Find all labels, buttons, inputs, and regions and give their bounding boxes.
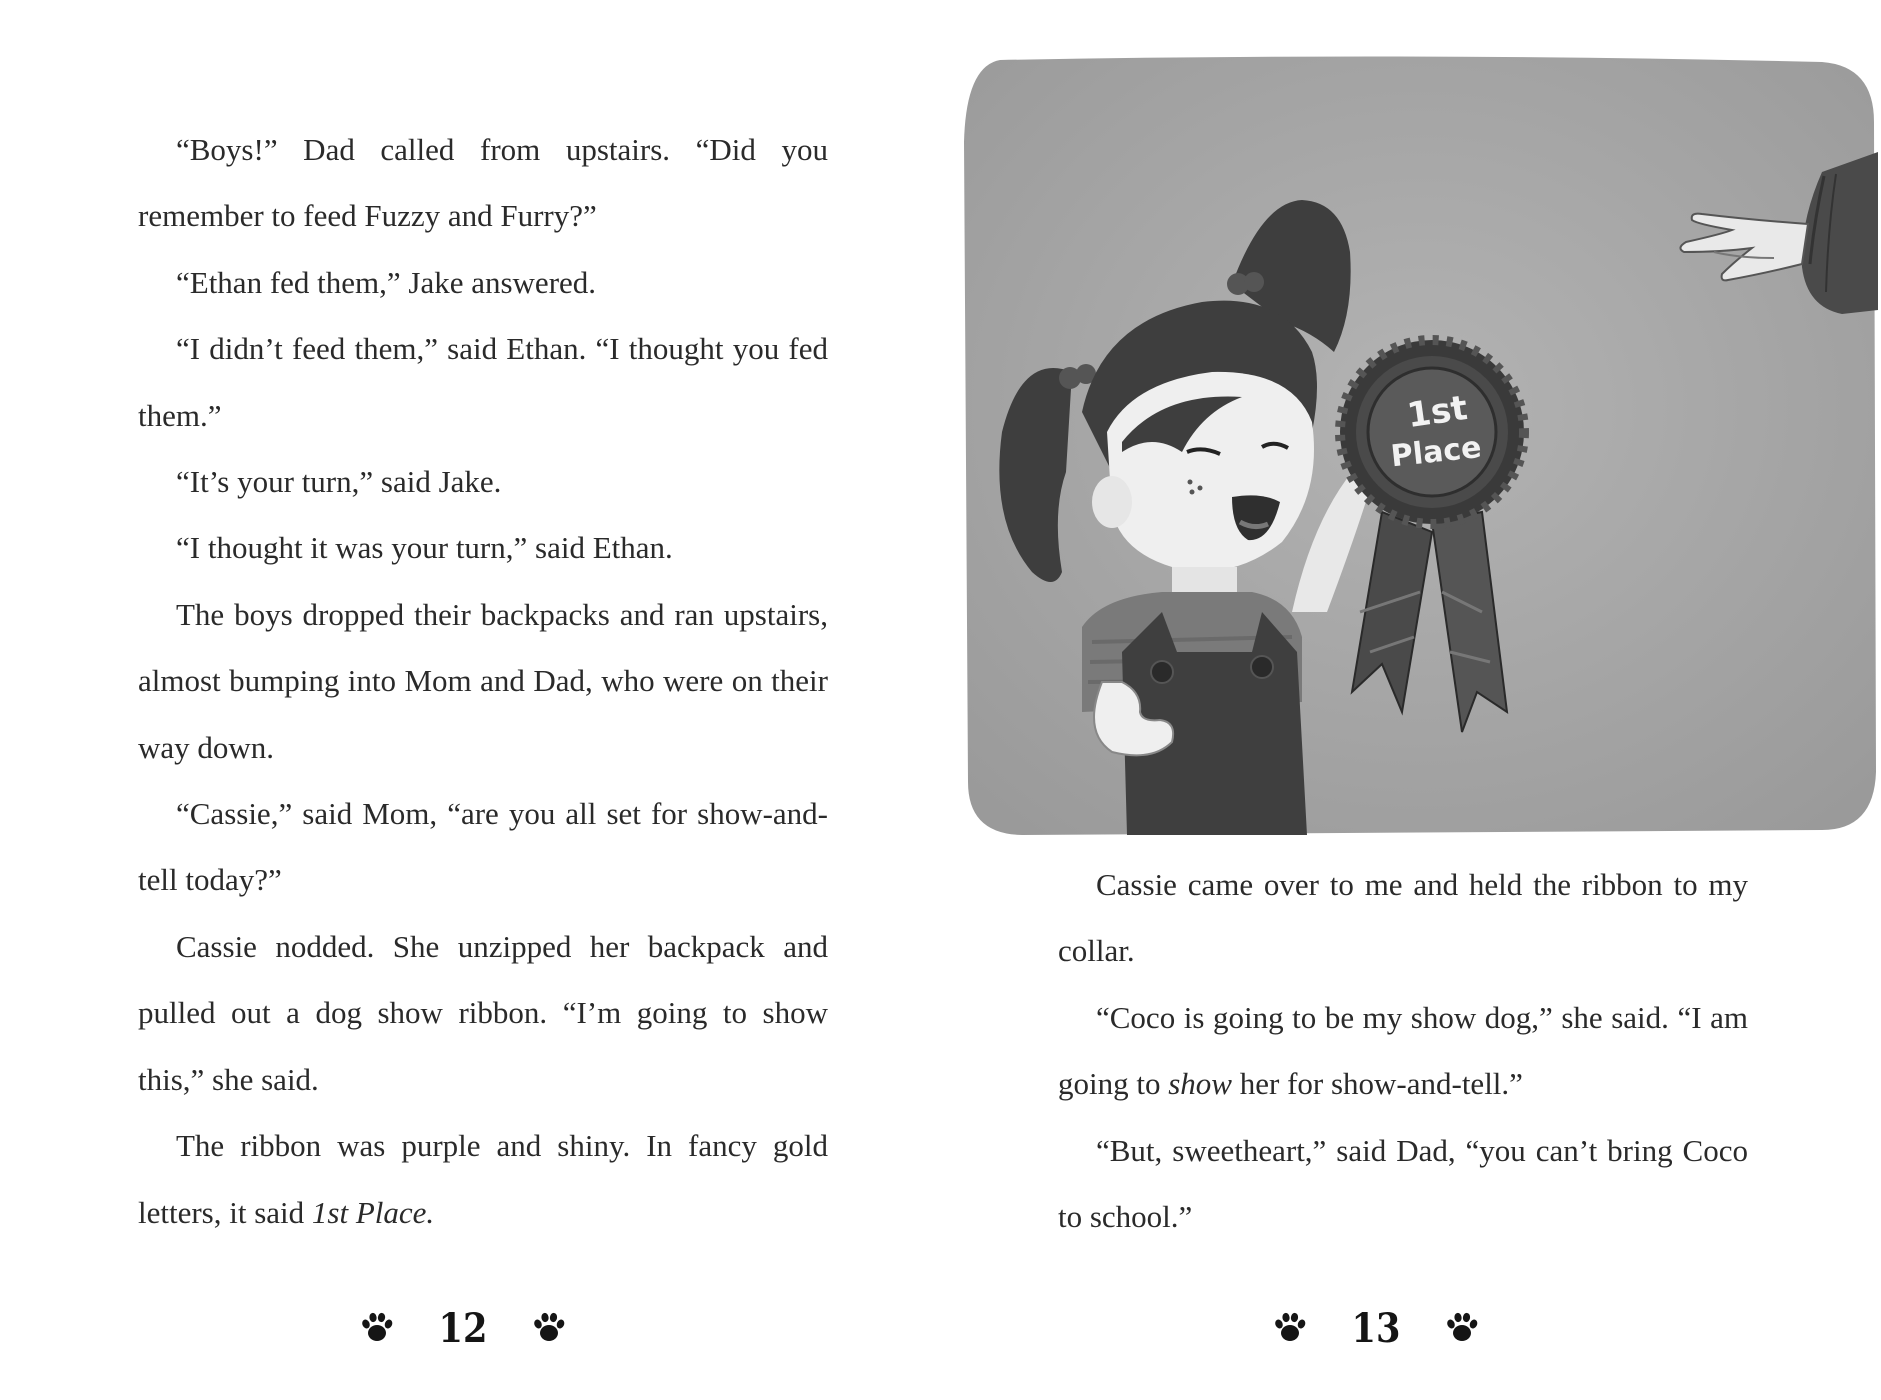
paw-print-icon [532, 1311, 566, 1345]
page-footer [360, 1304, 566, 1352]
ribbon-text-1st: 1st [1404, 388, 1470, 437]
illustration [962, 52, 1878, 835]
paragraph: The boys dropped their backpacks and ran upstairs, almost bumping into Mom and Dad, who were on their way down. [138, 596, 828, 765]
page-footer [1273, 1304, 1479, 1352]
paragraph-text: The ribbon was purple and shiny. In fancy gold letters, it said [138, 1128, 828, 1230]
paragraph: “I thought it was your turn,” said Ethan. [176, 530, 673, 566]
girl-with-ribbon-illustration [962, 52, 1878, 835]
paragraph: Cassie nodded. She unzipped her backpack and pulled out a dog show ribbon. “I’m going to show this,” she said. [138, 928, 828, 1097]
paragraph: “But, sweetheart,” said Dad, “you can’t bring Coco to school.” [1058, 1132, 1748, 1235]
paragraph-with-italic [1058, 985, 1748, 1118]
italic-text: 1st Place. [311, 1194, 435, 1230]
paragraph-text: “Coco is going to be my show dog,” she said. “I am going to [1058, 999, 1748, 1102]
paragraph-text: her for show-and-tell.” [1231, 1066, 1523, 1102]
right-page-text [1058, 852, 1748, 1250]
page-number: 13 [1351, 1304, 1401, 1352]
paragraph-last [138, 1113, 828, 1246]
paragraph: “I didn’t feed them,” said Ethan. “I thought you fed them.” [138, 331, 828, 433]
italic-text: show [1168, 1066, 1232, 1102]
left-page-text [138, 117, 828, 1246]
paw-print-icon [360, 1311, 394, 1345]
right-page [940, 0, 1881, 1400]
paragraph: Cassie came over to me and held the ribbon to my collar. [1058, 867, 1748, 969]
left-page [0, 0, 940, 1400]
paragraph: “Cassie,” said Mom, “are you all set for show-and-tell today?” [138, 796, 828, 898]
paw-print-icon [1273, 1311, 1307, 1345]
paragraph: “Boys!” Dad called from upstairs. “Did you remember to feed Fuzzy and Furry?” [138, 132, 828, 234]
paragraph: “Ethan fed them,” Jake answered. [176, 264, 597, 300]
page-number: 12 [438, 1304, 488, 1352]
paragraph: “It’s your turn,” said Jake. [176, 464, 502, 500]
ribbon-text-place: Place [1389, 430, 1484, 475]
paw-print-icon [1445, 1311, 1479, 1345]
